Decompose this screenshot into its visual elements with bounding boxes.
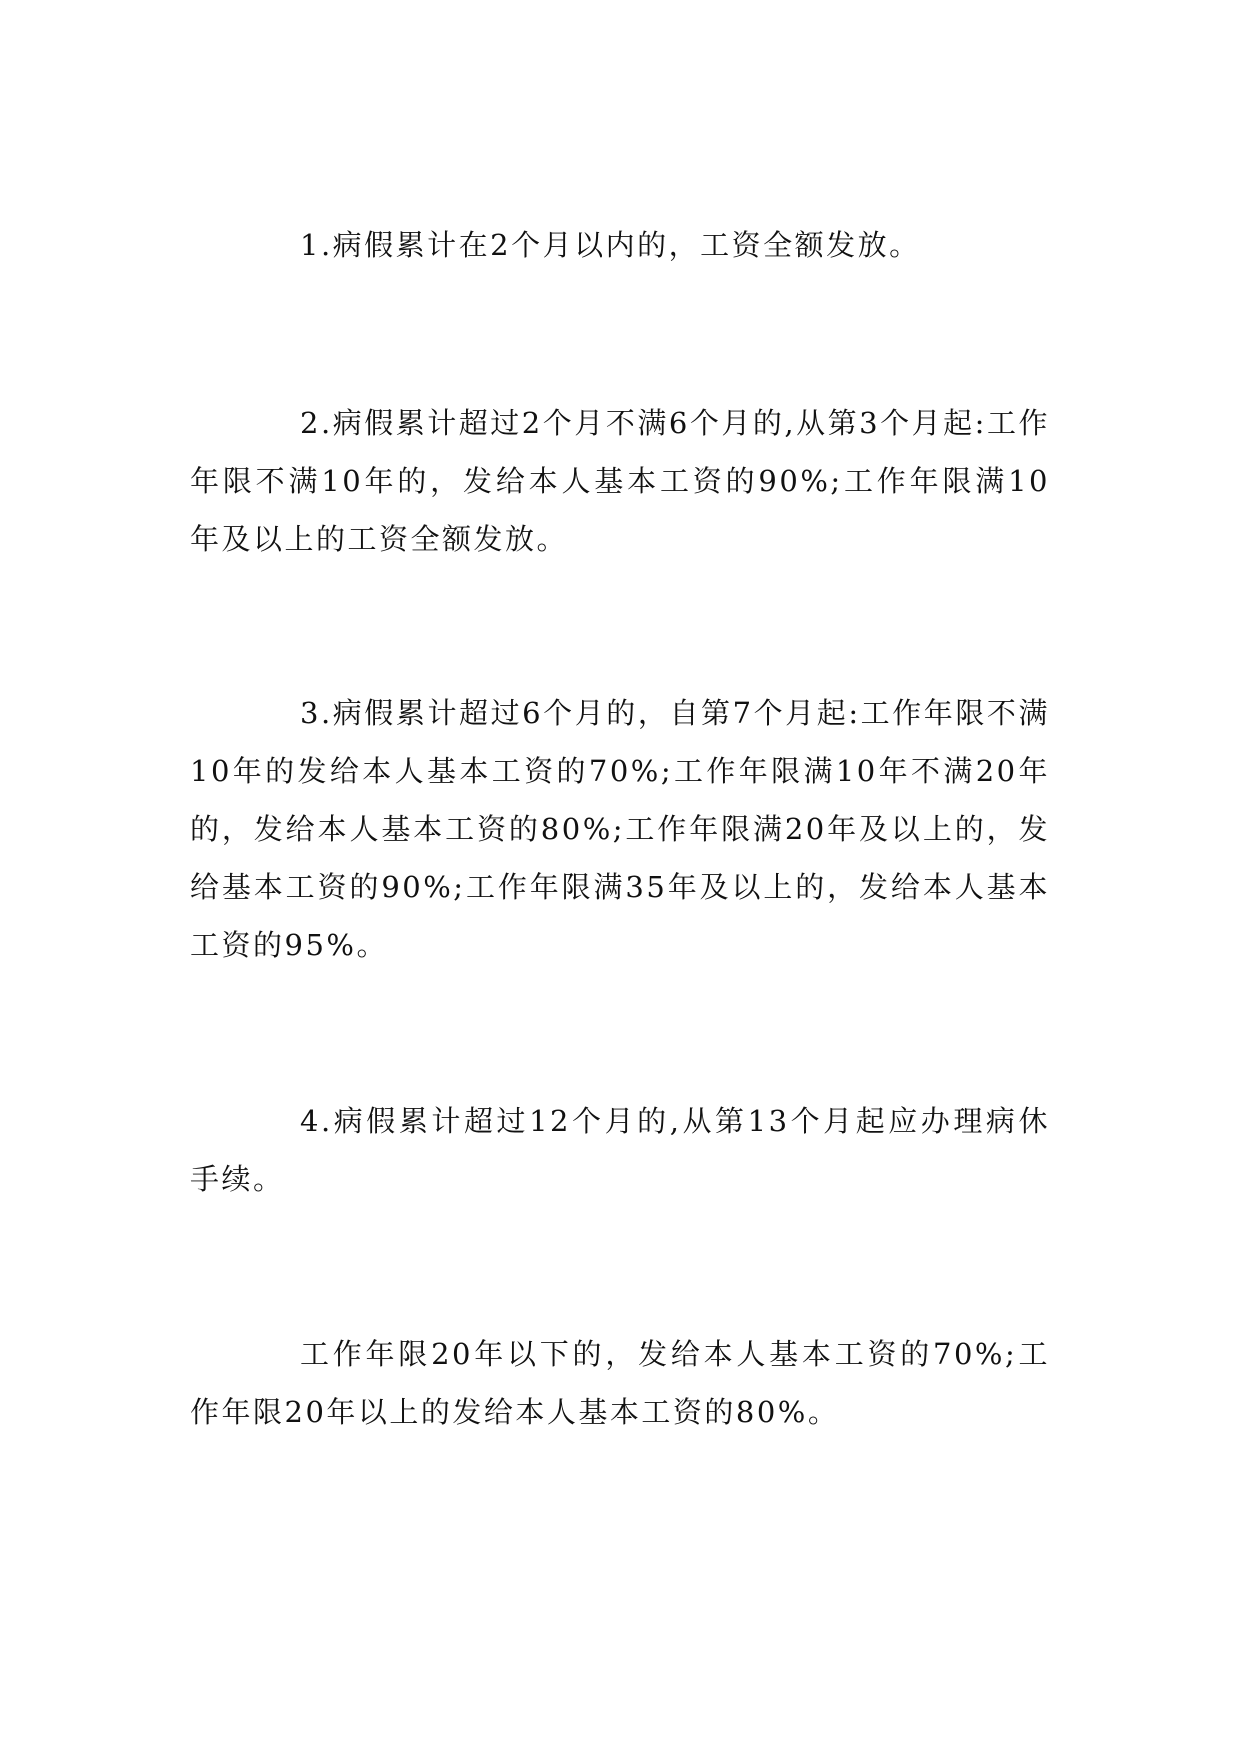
paragraph-sick-leave-over-12-months: 4.病假累计超过12个月的,从第13个月起应办理病休手续。 — [190, 1104, 1050, 1196]
paragraph-sick-leave-2-to-6-months: 2.病假累计超过2个月不满6个月的,从第3个月起:工作年限不满10年的，发给本人基本工资的90%;工作年限满10年及以上的工资全额发放。 — [190, 406, 1050, 556]
paragraph-sick-leave-within-2-months: 1.病假累计在2个月以内的，工资全额发放。 — [300, 228, 921, 262]
paragraph-work-years-pay-rate: 工作年限20年以下的，发给本人基本工资的70%;工作年限20年以上的发给本人基本工资的80%。 — [190, 1337, 1050, 1429]
paragraph-sick-leave-over-6-months: 3.病假累计超过6个月的，自第7个月起:工作年限不满10年的发给本人基本工资的70%;工作年限满10年不满20年的，发给本人基本工资的80%;工作年限满20年及以上的，发给基本工资的90%;工作年限满35年及以上的，发给本人基本工资的95%。 — [190, 696, 1050, 962]
